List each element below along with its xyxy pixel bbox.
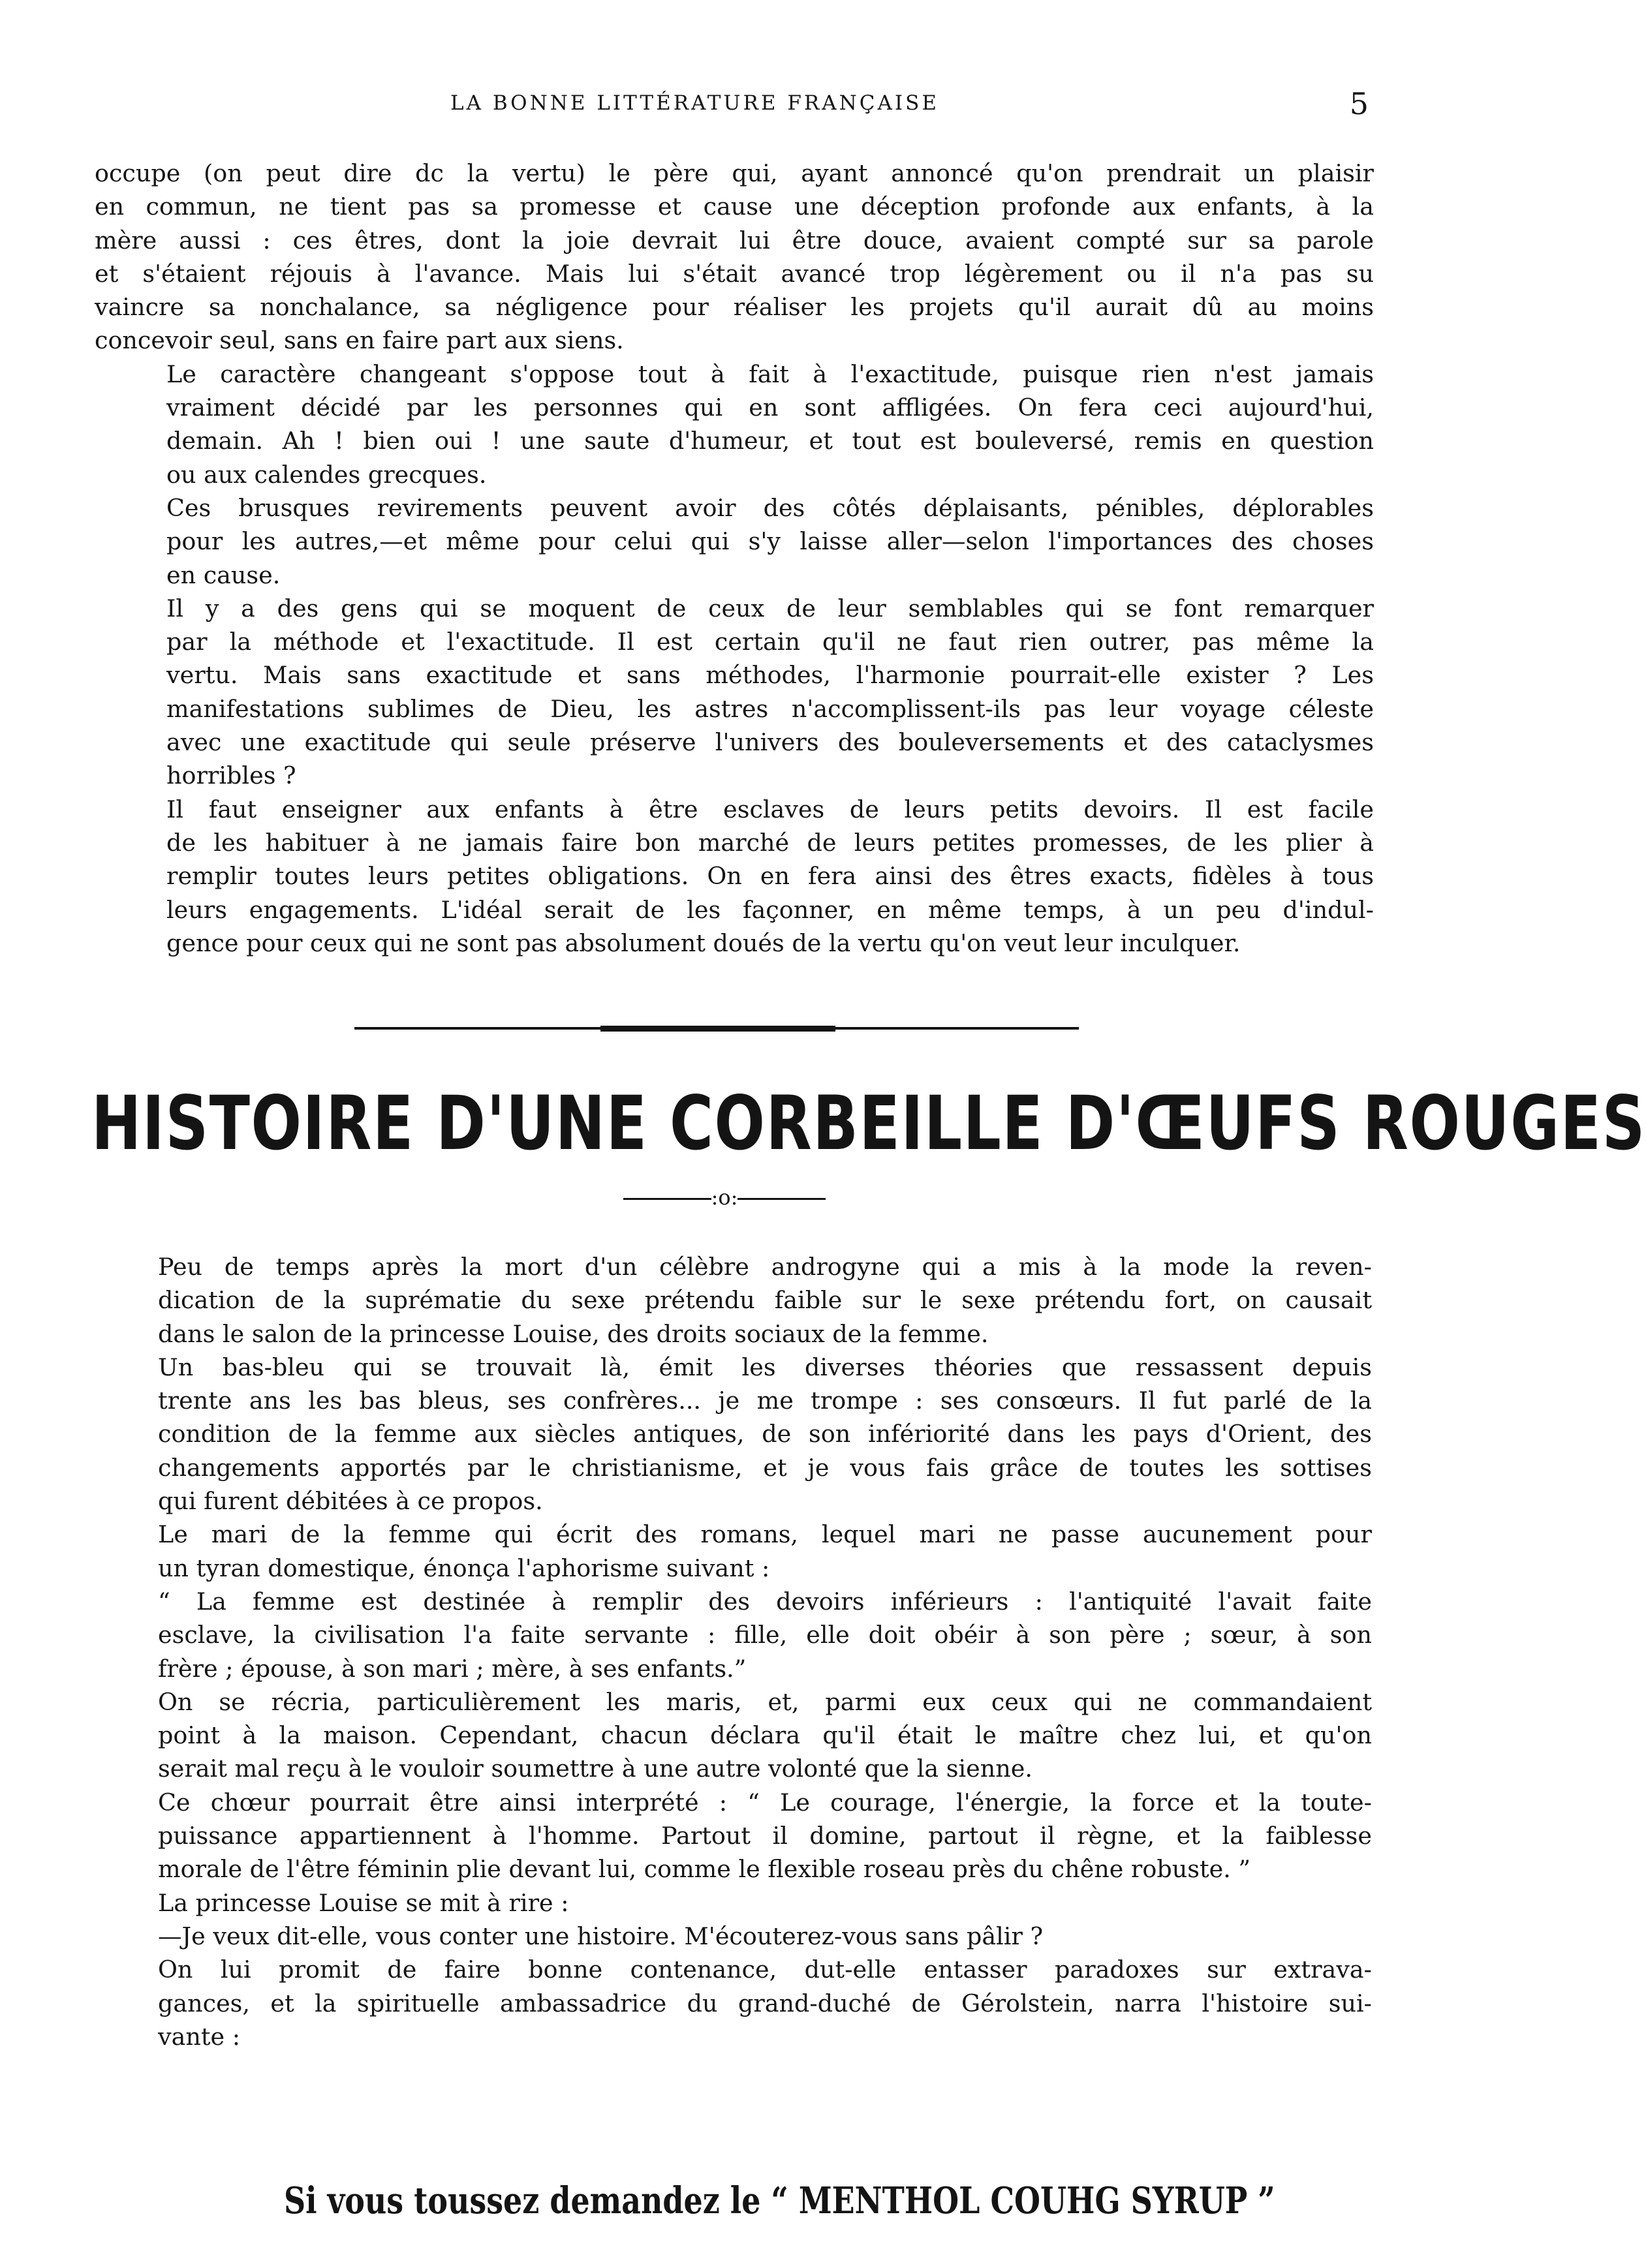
paragraph xyxy=(86,1920,1372,1953)
text-line: point à la maison. Cependant, chacun déclara qu'il était le maître chez lui, et qu'on xyxy=(158,1721,1372,1750)
text-line: Il y a des gens qui se moquent de ceux de leur semblables qui se font remarquer xyxy=(166,594,1374,622)
text-line: vante : xyxy=(158,2022,241,2051)
text-line: vertu. Mais sans exactitude et sans méthodes, l'harmonie pourrait-elle exister ? Les xyxy=(166,661,1374,690)
text-line: manifestations sublimes de Dieu, les astres n'accomplissent-ils pas leur voyage céleste xyxy=(166,694,1374,723)
text-line: vaincre sa nonchalance, sa négligence pour réaliser les projets qu'il aurait dû au moins xyxy=(95,293,1374,322)
text-line: qui furent débitées à ce propos. xyxy=(158,1487,543,1516)
text-line: Ces brusques revirements peuvent avoir des côtés déplaisants, pénibles, déplorables xyxy=(166,493,1374,522)
text-line: vraiment décidé par les personnes qui en sont affligées. On fera ceci aujourd'hui, xyxy=(166,393,1374,422)
paragraph xyxy=(95,592,1374,793)
text-line: puissance appartiennent à l'homme. Partout il domine, partout il règne, et la faiblesse xyxy=(158,1822,1372,1850)
text-line: un tyran domestique, énonça l'aphorisme suivant : xyxy=(158,1554,770,1582)
text-line: serait mal reçu à le vouloir soumettre à une autre volonté que la sienne. xyxy=(158,1755,1033,1783)
paragraph xyxy=(86,1786,1372,1886)
text-line: par la méthode et l'exactitude. Il est certain qu'il ne faut rien outrer, pas même la xyxy=(166,628,1374,656)
running-header-title: LA BONNE LITTÉRATURE FRANÇAISE xyxy=(450,91,939,115)
paragraph xyxy=(86,1685,1372,1786)
text-line: horribles ? xyxy=(166,761,296,790)
text-line: Ce chœur pourrait être ainsi interprété : “ Le courage, l'énergie, la force et la toute- xyxy=(158,1788,1372,1816)
text-line: et s'étaient réjouis à l'avance. Mais lui s'était avancé trop légèrement ou il n'a pas su xyxy=(95,259,1374,288)
paragraph xyxy=(95,793,1374,960)
separator-mark: :o: xyxy=(711,1185,738,1210)
separator-left-line xyxy=(623,1198,711,1200)
continued-text-section xyxy=(95,157,1374,960)
text-line: Le mari de la femme qui écrit des romans, lequel mari ne passe aucunement pour xyxy=(158,1520,1372,1549)
text-line: Un bas-bleu qui se trouvait là, émit les diverses théories que ressassent depuis xyxy=(158,1353,1372,1381)
text-line: La princesse Louise se mit à rire : xyxy=(158,1888,569,1917)
text-line: en cause. xyxy=(166,560,281,589)
text-line: trente ans les bas bleus, ses confrères... je me trompe : ses consœurs. Il fut parlé de la xyxy=(158,1387,1372,1415)
text-line: ou aux calendes grecques. xyxy=(166,460,487,489)
text-line: gances, et la spirituelle ambassadrice du grand-duché de Gérolstein, narra l'histoire sui- xyxy=(158,1989,1372,2017)
section-divider-center-bar xyxy=(600,1026,835,1032)
paragraph xyxy=(86,1886,1372,1920)
title-separator xyxy=(607,1185,842,1210)
text-line: en commun, ne tient pas sa promesse et cause une déception profonde aux enfants, à la xyxy=(95,192,1374,221)
text-line: Il faut enseigner aux enfants à être esclaves de leurs petits devoirs. Il est facile xyxy=(166,795,1374,823)
text-line: frère ; épouse, à son mari ; mère, à ses enfants.” xyxy=(158,1654,747,1683)
separator-right-line xyxy=(738,1198,826,1200)
paragraph xyxy=(95,491,1374,592)
paragraph xyxy=(95,157,1374,358)
advertisement-line: Si vous toussez demandez le “ MENTHOL COUHG SYRUP ” xyxy=(284,2179,1275,2222)
text-line: condition de la femme aux siècles antiques, de son infériorité dans les pays d'Orient, des xyxy=(158,1420,1372,1448)
text-line: On lui promit de faire bonne contenance, dut-elle entasser paradoxes sur extrava- xyxy=(158,1955,1372,1984)
text-line: changements apportés par le christianisme, et je vous fais grâce de toutes les sottises xyxy=(158,1453,1372,1482)
text-line: dication de la suprématie du sexe prétendu faible sur le sexe prétendu fort, on causait xyxy=(158,1286,1372,1315)
text-line: “ La femme est destinée à remplir des devoirs inférieurs : l'antiquité l'avait faite xyxy=(158,1587,1372,1616)
text-line: pour les autres,—et même pour celui qui s'y laisse aller—selon l'importances des choses xyxy=(166,527,1374,556)
paragraph xyxy=(86,1953,1372,2053)
text-line: occupe (on peut dire dc la vertu) le père qui, ayant annoncé qu'on prendrait un plaisir xyxy=(95,159,1374,187)
text-line: On se récria, particulièrement les maris, et, parmi eux ceux qui ne commandaient xyxy=(158,1687,1372,1716)
paragraph xyxy=(86,1518,1372,1585)
text-line: gence pour ceux qui ne sont pas absolument doués de la vertu qu'on veut leur inculquer. xyxy=(166,928,1241,957)
text-line: mère aussi : ces êtres, dont la joie devrait lui être douce, avaient compté sur sa parole xyxy=(95,226,1374,254)
text-line: dans le salon de la princesse Louise, des droits sociaux de la femme. xyxy=(158,1319,989,1348)
text-line: avec une exactitude qui seule préserve l'univers des bouleversements et des cataclysmes xyxy=(166,728,1374,757)
text-line: de les habituer à ne jamais faire bon marché de leurs petites promesses, de les plier à xyxy=(166,828,1374,857)
text-line: morale de l'être féminin plie devant lui, comme le flexible roseau près du chêne robuste. ” xyxy=(158,1855,1251,1884)
page-number: 5 xyxy=(1349,86,1369,121)
text-line: remplir toutes leurs petites obligations. On en fera ainsi des êtres exacts, fidèles à tous xyxy=(166,862,1374,891)
text-line: concevoir seul, sans en faire part aux siens. xyxy=(95,326,624,355)
paragraph xyxy=(86,1351,1372,1518)
text-line: esclave, la civilisation l'a faite servante : fille, elle doit obéir à son père ; sœur, à son xyxy=(158,1621,1372,1649)
text-line: demain. Ah ! bien oui ! une saute d'humeur, et tout est bouleversé, remis en question xyxy=(166,427,1374,455)
text-line: Le caractère changeant s'oppose tout à fait à l'exactitude, puisque rien n'est jamais xyxy=(166,360,1374,388)
text-line: —Je veux dit-elle, vous conter une histoire. M'écouterez-vous sans pâlir ? xyxy=(158,1922,1044,1950)
article-title: HISTOIRE D'UNE CORBEILLE D'ŒUFS ROUGES xyxy=(91,1080,1646,1167)
article-body xyxy=(86,1250,1372,2053)
paragraph xyxy=(95,358,1374,491)
text-line: Peu de temps après la mort d'un célèbre androgyne qui a mis à la mode la reven- xyxy=(158,1253,1372,1281)
paragraph xyxy=(86,1585,1372,1685)
paragraph xyxy=(86,1250,1372,1351)
text-line: leurs engagements. L'idéal serait de les façonner, en même temps, à un peu d'indul- xyxy=(166,895,1374,924)
